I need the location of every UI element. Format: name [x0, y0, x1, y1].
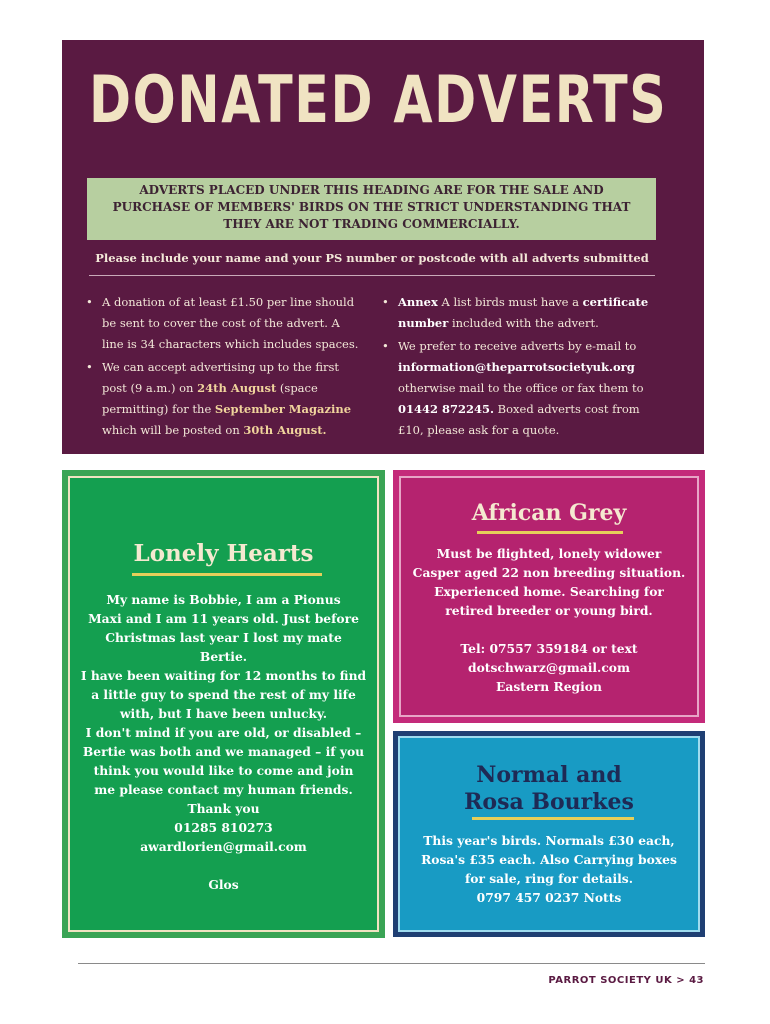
ad-line: Rosa's £35 each. Also Carrying boxes — [421, 852, 677, 867]
phone-number: 0797 457 0237 Notts — [476, 890, 622, 905]
bullet-icon: • — [382, 295, 389, 309]
ad-line: Thank you — [187, 801, 260, 816]
bourkes-box — [393, 731, 705, 937]
bullet-text: We can accept advertising up to the first post (9 a.m.) on — [102, 360, 340, 395]
ad-line — [409, 620, 689, 639]
notice-banner: ADVERTS PLACED UNDER THIS HEADING ARE FOR THE SALE AND PURCHASE OF MEMBERS' BIRDS ON THE STRICT UNDERSTANDING THAT THEY ARE NOT TRADING COMMERCIALLY. — [87, 178, 656, 240]
submission-note: Please include your name and your PS number or postcode with all adverts submitted — [95, 251, 649, 265]
divider — [89, 275, 655, 276]
info-column-right — [380, 292, 660, 443]
ad-line: think you would like to come and join — [93, 763, 354, 778]
bourkes-inner — [398, 736, 700, 932]
african-grey-title: African Grey — [471, 500, 627, 526]
african-grey-body — [409, 544, 689, 696]
ad-line: This year's birds. Normals £30 each, — [423, 833, 675, 848]
ad-line: My name is Bobbie, I am a Pionus — [106, 592, 341, 607]
ad-line: with, but I have been unlucky. — [119, 706, 328, 721]
deadline-date: 24th August — [197, 381, 277, 395]
bourkes-title-line1: Normal and — [476, 762, 622, 788]
african-grey-inner — [399, 476, 699, 717]
bullet-text: We prefer to receive adverts by e-mail to — [398, 339, 637, 353]
phone-number: Tel: 07557 359184 or text — [460, 641, 638, 656]
ad-line — [80, 856, 367, 875]
footer-rule — [78, 963, 705, 964]
email-address[interactable]: dotschwarz@gmail.com — [467, 660, 631, 675]
magazine-name: September Magazine — [214, 402, 352, 416]
ad-line: Must be flighted, lonely widower — [436, 546, 662, 561]
bourkes-title-line2: Rosa Bourkes — [464, 789, 634, 815]
bullet-icon: • — [86, 295, 93, 309]
title-underline — [472, 817, 634, 820]
bullet-icon: • — [382, 339, 389, 353]
region: Glos — [208, 877, 239, 892]
ad-line: for sale, ring for details. — [464, 871, 634, 886]
bourkes-body — [408, 831, 690, 907]
ad-line: I have been waiting for 12 months to find — [80, 668, 367, 683]
post-date: 30th August. — [243, 423, 327, 437]
lonely-hearts-body — [80, 590, 367, 894]
bullet-text: otherwise mail to the office or fax them to — [398, 381, 644, 395]
title-underline — [477, 531, 623, 534]
info-bullet — [84, 292, 364, 355]
title-underline — [132, 573, 322, 576]
email-link[interactable]: information@theparrotsocietyuk.org — [398, 360, 635, 374]
bullet-text: included with the advert. — [448, 316, 599, 330]
info-bullet — [84, 357, 364, 441]
bullet-icon: • — [86, 360, 93, 374]
ad-line: I don't mind if you are old, or disabled – — [85, 725, 362, 740]
bullet-text: which will be posted on — [102, 423, 244, 437]
lonely-hearts-title: Lonely Hearts — [133, 540, 314, 567]
ad-line: Experienced home. Searching for — [434, 584, 664, 599]
info-column-left — [84, 292, 364, 443]
african-grey-box — [393, 470, 705, 723]
ad-line: Bertie was both and we managed – if you — [82, 744, 365, 759]
fax-number: 01442 872245. — [398, 402, 495, 416]
lonely-hearts-inner — [68, 476, 379, 932]
bullet-text: A list birds must have a — [437, 295, 583, 309]
page-title: DONATED ADVERTS — [89, 63, 668, 138]
ad-line: retired breeder or young bird. — [445, 603, 653, 618]
bullet-text: A donation of at least £1.50 per line should be sent to cover the cost of the advert. A line is 34 characters which includes spaces. — [102, 295, 359, 351]
region: Eastern Region — [496, 679, 602, 694]
ad-line: Maxi and I am 11 years old. Just before — [88, 611, 359, 626]
ad-line: Christmas last year I lost my mate Bertie. — [105, 630, 342, 664]
annex-label: Annex — [398, 295, 438, 309]
info-bullet — [380, 336, 660, 441]
ad-line: me please contact my human friends. — [94, 782, 353, 797]
lonely-hearts-box — [62, 470, 385, 938]
certificate-label: certificate number — [398, 295, 649, 330]
ad-line: Casper aged 22 non breeding situation. — [412, 565, 686, 580]
email-address[interactable]: awardlorien@gmail.com — [140, 839, 307, 854]
bourkes-title — [400, 762, 698, 816]
page-footer: PARROT SOCIETY UK > 43 — [548, 975, 704, 986]
header-panel — [62, 40, 704, 454]
info-bullet — [380, 292, 660, 334]
bullet-text: (space permitting) for the — [102, 381, 318, 416]
ad-line: a little guy to spend the rest of my life — [91, 687, 356, 702]
phone-number: 01285 810273 — [174, 820, 273, 835]
bullet-text: Boxed adverts cost from £10, please ask for a quote. — [398, 402, 640, 437]
